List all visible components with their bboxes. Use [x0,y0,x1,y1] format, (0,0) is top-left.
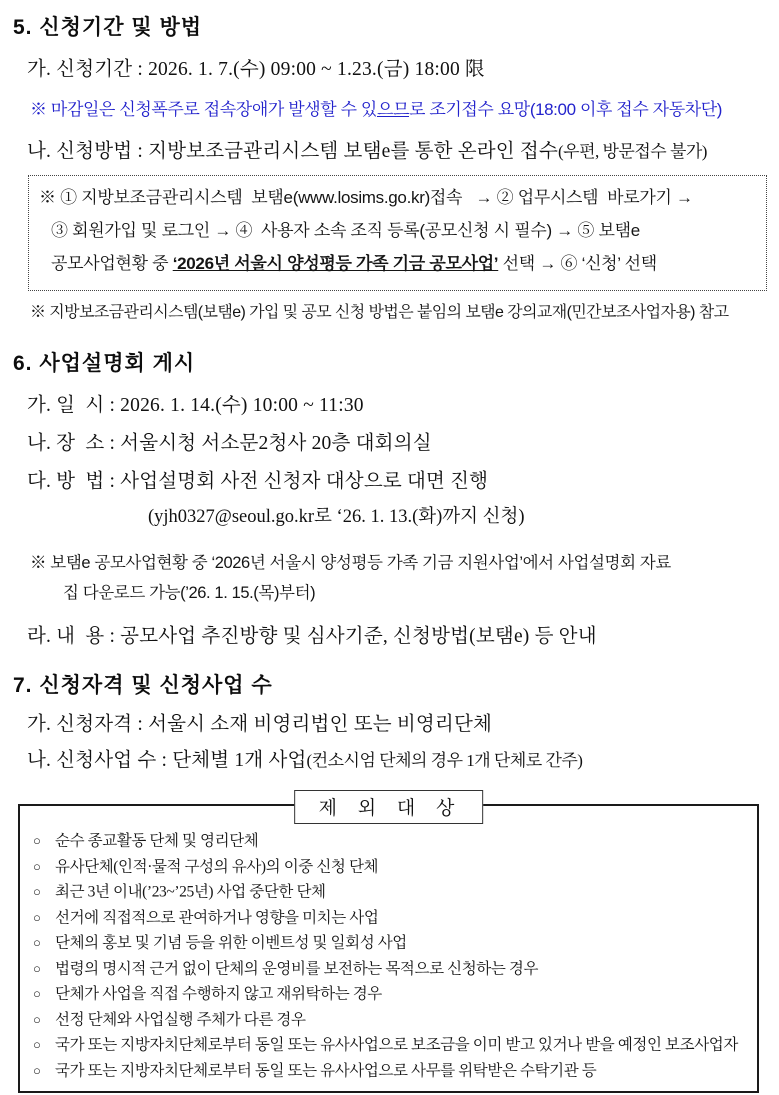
circle-bullet: ○ [33,1062,41,1078]
method-paren-text: (우편, 방문접수 불가) [558,142,707,161]
section7-heading: 7. 신청자격 및 신청사업 수 [13,674,273,697]
warning-note-post: 로 조기접수 요망(18:00 이후 접수 자동차단) [409,100,723,119]
section7-item-eligibility: 가. 신청자격 : 서울시 소재 비영리법인 또는 비영리단체 [27,714,493,735]
circle-bullet: ○ [33,858,41,874]
exclusion-item-2 [33,854,757,880]
exclusion-item-text: 단체의 홍보 및 기념 등을 위한 이벤트성 및 일회성 사업 [55,934,407,952]
briefing-email-line: (yjh0327@seoul.go.kr로 ‘26. 1. 13.(화)까지 신청) [148,507,525,527]
exclusion-item-10 [33,1058,757,1084]
exclusion-item-9 [33,1032,757,1058]
exclusion-title: 제 외 대 상 [294,790,484,824]
procedure-line3-post: 선택 → ⑥ ‘신청’ 선택 [498,254,657,273]
exclusion-item-5 [33,930,757,956]
circle-bullet: ○ [33,833,41,848]
procedure-step-line2: ③ 회원가입 및 로그인 → ④ 사용자 소속 조직 등록(공모신청 시 필수) → ⑤ 보탬e [51,221,640,240]
exclusion-item-8 [33,1007,757,1033]
section5-item-method [27,139,779,165]
section7-item-count [27,748,779,774]
section6-item-how: 다. 방 법 : 사업설명회 사전 신청자 대상으로 대면 진행 [27,471,489,492]
exclusion-item-text: 단체가 사업을 직접 수행하지 않고 재위탁하는 경우 [55,985,382,1003]
exclusion-item-text: 국가 또는 지방자치단체로부터 동일 또는 유사사업으로 사무를 위탁받은 수탁기관 등 [55,1062,597,1079]
section6-item-place: 나. 장 소 : 서울시청 서소문2청사 20층 대회의실 [27,433,432,454]
section6-item-content: 라. 내 용 : 공모사업 추진방향 및 심사기준, 신청방법(보탬e) 등 안내 [27,626,597,647]
circle-bullet: ○ [33,960,41,976]
method-text: 나. 신청방법 : 지방보조금관리시스템 보탬e를 통한 온라인 접수 [27,141,558,162]
exclusion-item-6 [33,956,757,982]
circle-bullet: ○ [33,935,41,950]
exclusion-item-text: 유사단체(인적·물적 구성의 유사)의 이중 신청 단체 [55,858,379,875]
procedure-line3-pre: 공모사업현황 중 [51,254,173,273]
exclusion-item-text: 국가 또는 지방자치단체로부터 동일 또는 유사사업으로 보조금을 이미 받고 있거나 받을 예정인 보조사업자 [55,1036,738,1054]
section6-heading: 6. 사업설명회 게시 [13,352,196,375]
circle-bullet: ○ [33,884,41,899]
exclusion-item-7 [33,981,757,1007]
briefing-material-note-line1: ※ 보탬e 공모사업현황 중 ‘2026년 서울시 양성평등 가족 기금 지원사업’에서 사업설명회 자료 [30,554,671,572]
circle-bullet: ○ [33,909,41,925]
briefing-material-note-line2: 집 다운로드 가능(’26. 1. 15.(목)부터) [63,584,316,602]
circle-bullet: ○ [33,1037,41,1052]
count-paren-text: (컨소시엄 단체의 경우 1개 단체로 간주) [306,751,583,770]
deadline-warning-note [30,98,779,122]
exclusion-item-text: 법령의 명시적 근거 없이 단체의 운영비를 보전하는 목적으로 신청하는 경우 [55,960,539,977]
section5-item-period: 가. 신청기간 : 2026. 1. 7.(수) 09:00 ~ 1.23.(금) 18:00 限 [27,59,485,80]
circle-bullet: ○ [33,986,41,1001]
briefing-material-note [30,548,779,608]
exclusion-item-text: 선정 단체와 사업실행 주체가 다른 경우 [55,1011,306,1028]
count-text: 나. 신청사업 수 : 단체별 1개 사업 [27,750,307,771]
exclusion-item-4 [33,905,757,931]
procedure-step-line3 [39,247,762,280]
warning-note-pre: ※ 마감일은 신청폭주로 접속장애가 발생할 수 있 [30,100,377,119]
warning-note-underlined: 으므 [376,100,410,119]
section6-item-datetime: 가. 일 시 : 2026. 1. 14.(수) 10:00 ~ 11:30 [27,395,364,416]
exclusion-item-text: 최근 3년 이내(’23~’25년) 사업 중단한 단체 [55,883,326,901]
exclusion-item-3 [33,879,757,905]
program-name-underlined: ‘2026년 서울시 양성평등 가족 기금 공모사업’ [172,254,499,273]
procedure-step-line1: ※ ① 지방보조금관리시스템 보탬e(www.losims.go.kr)접속 → ② 업무시스템 바로가기 → [39,188,693,207]
exclusion-item-text: 순수 종교활동 단체 및 영리단체 [55,832,259,850]
section5-heading: 5. 신청기간 및 방법 [13,16,203,39]
exclusion-item-text: 선거에 직접적으로 관여하거나 영향을 미치는 사업 [55,909,379,926]
exclusion-item-1 [33,828,757,854]
exclusion-box [18,798,759,1093]
botame-guide-note: ※ 지방보조금관리시스템(보탬e) 가입 및 공모 신청 방법은 붙임의 보탬e 강의교재(민간보조사업자용) 참고 [30,304,729,321]
document-page [0,14,779,1095]
circle-bullet: ○ [33,1011,41,1027]
procedure-box [28,175,767,291]
